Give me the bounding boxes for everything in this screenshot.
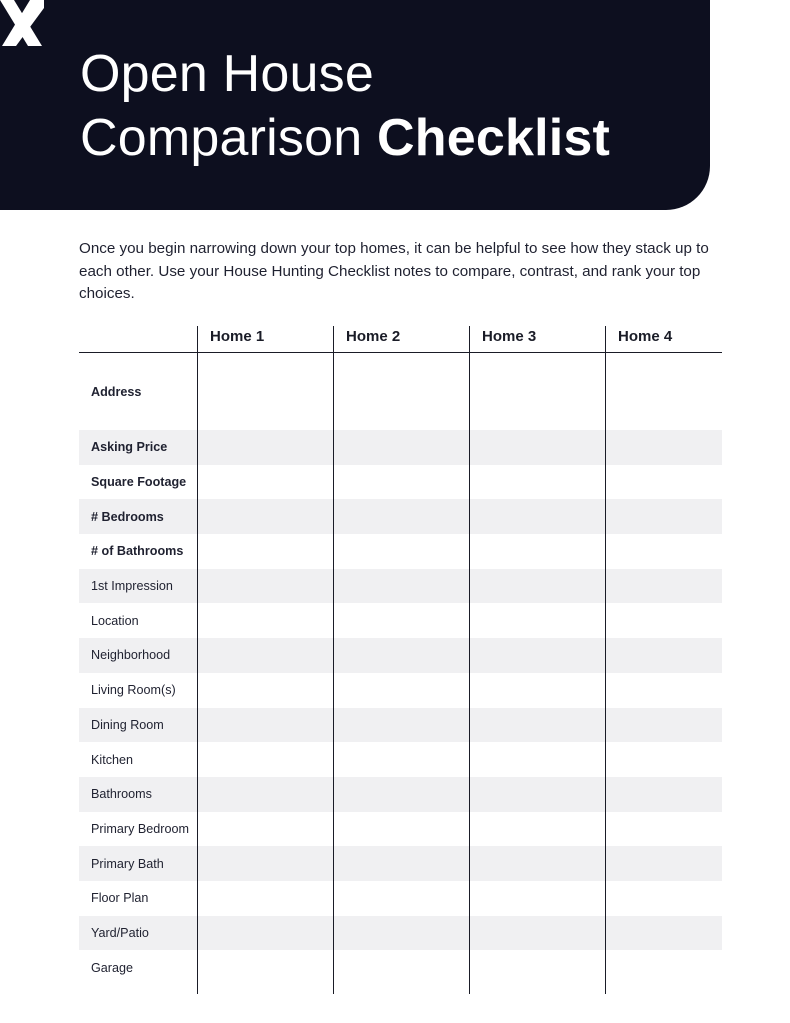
table-header — [79, 326, 722, 353]
row-label: 1st Impression — [91, 579, 173, 594]
title-bold: Checklist — [377, 109, 611, 167]
row-label: # of Bathrooms — [91, 544, 184, 559]
table-body — [79, 353, 722, 985]
table-row — [79, 742, 722, 777]
title-line-2 — [80, 106, 610, 170]
table-row — [79, 353, 722, 430]
row-label: Dining Room — [91, 717, 164, 732]
row-label: Floor Plan — [91, 891, 149, 906]
header-banner — [0, 0, 710, 210]
title-regular: Comparison — [80, 109, 377, 167]
column-header-home-2: Home 2 — [346, 328, 401, 345]
row-label: Neighborhood — [91, 648, 171, 663]
table-row — [79, 881, 722, 916]
row-label: Yard/Patio — [91, 925, 149, 940]
title-line-1: Open House — [80, 45, 374, 103]
row-label: Square Footage — [91, 475, 187, 490]
intro-paragraph: Once you begin narrowing down your top homes, it can be helpful to see how they stack up to each other. Use your House Hunting Checklist notes to compare, contrast, and rank your top choices. — [79, 240, 709, 302]
column-header-home-4: Home 4 — [618, 328, 673, 345]
table-row — [79, 812, 722, 847]
row-label: Garage — [91, 960, 134, 975]
table-row — [79, 950, 722, 985]
table-row — [79, 430, 722, 465]
row-label: # Bedrooms — [91, 509, 164, 524]
table-row — [79, 916, 722, 951]
column-header-home-1: Home 1 — [210, 328, 265, 345]
row-label: Location — [91, 613, 139, 628]
table-row — [79, 465, 722, 500]
table-row — [79, 603, 722, 638]
column-divider — [197, 326, 198, 994]
table-row — [79, 708, 722, 743]
row-label: Address — [91, 384, 142, 399]
table-row — [79, 638, 722, 673]
table-row — [79, 777, 722, 812]
table-row — [79, 673, 722, 708]
column-divider — [333, 326, 334, 994]
table-row — [79, 846, 722, 881]
table-row — [79, 569, 722, 604]
page-title — [80, 42, 610, 170]
row-label: Primary Bedroom — [91, 821, 189, 836]
x-logo-icon — [0, 0, 44, 48]
column-divider — [469, 326, 470, 994]
row-label: Kitchen — [91, 752, 134, 767]
row-label: Primary Bath — [91, 856, 164, 871]
comparison-table — [79, 326, 722, 985]
row-label: Asking Price — [91, 440, 168, 455]
table-row — [79, 499, 722, 534]
row-label: Living Room(s) — [91, 683, 176, 698]
row-label: Bathrooms — [91, 787, 152, 802]
table-row — [79, 534, 722, 569]
column-divider — [605, 326, 606, 994]
column-header-home-3: Home 3 — [482, 328, 537, 345]
